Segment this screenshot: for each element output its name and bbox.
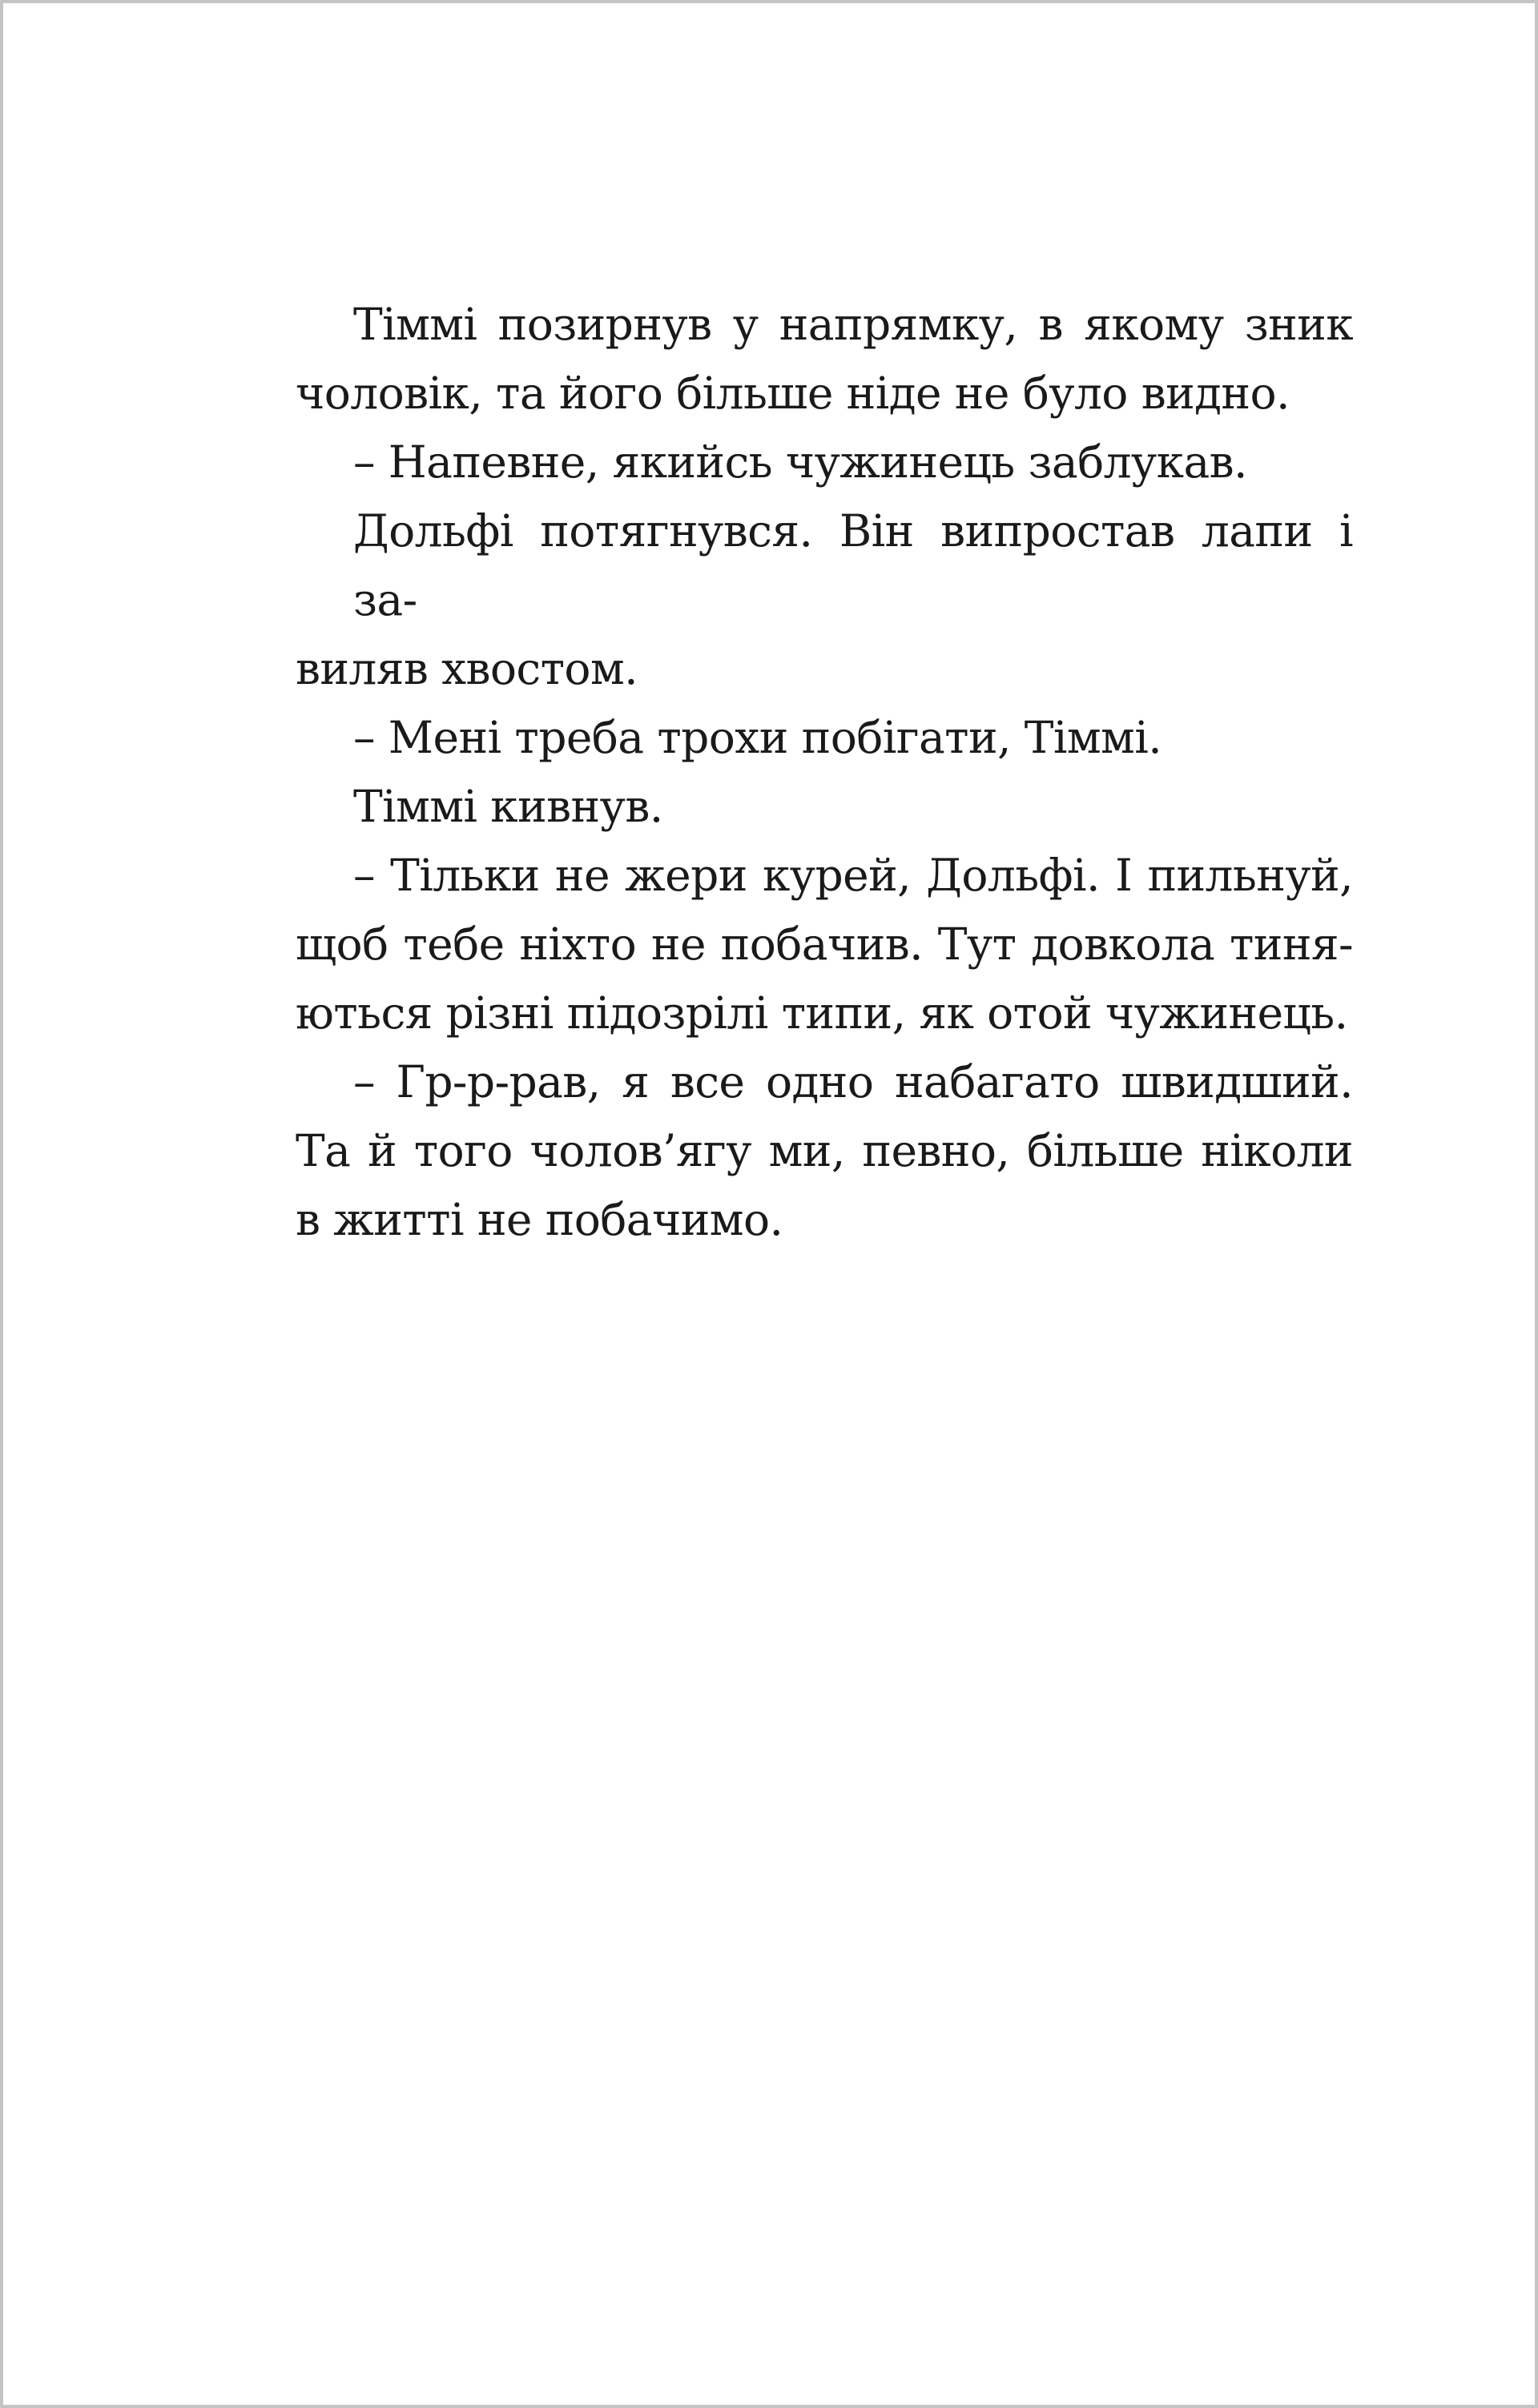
paragraph — [296, 428, 1353, 496]
text-line: – Напевне, якийсь чужинець заблукав. — [353, 436, 1247, 488]
text-line: Тіммі кивнув. — [353, 781, 663, 832]
paragraph — [296, 290, 1353, 428]
text-line: в житті не побачимо. — [296, 1194, 783, 1245]
page-text — [296, 290, 1353, 1254]
paragraph — [296, 841, 1353, 1047]
text-line: чоловік, та його більше ніде не було видно. — [296, 368, 1290, 419]
text-line: Тіммі позирнув у напрямку, в якому зник — [353, 299, 1353, 350]
text-line: – Мені треба трохи побігати, Тіммі. — [353, 712, 1162, 763]
text-line: – Тільки не жери курей, Дольфі. І пильнуй, — [353, 850, 1353, 901]
text-line: виляв хвостом. — [296, 643, 638, 694]
text-line: щоб тебе ніхто не побачив. Тут довкола тиня- — [296, 919, 1353, 970]
paragraph — [296, 496, 1353, 703]
paragraph — [296, 772, 1353, 841]
paragraph — [296, 703, 1353, 772]
text-line: Та й того чолов’ягу ми, певно, більше ніколи — [296, 1125, 1353, 1176]
paragraph — [296, 1047, 1353, 1254]
text-line: – Гр-р-рав, я все одно набагато швидший. — [353, 1056, 1353, 1108]
text-line: ються різні підозрілі типи, як отой чужинець. — [296, 987, 1348, 1039]
text-line: Дольфі потягнувся. Він випростав лапи і за- — [353, 505, 1353, 625]
